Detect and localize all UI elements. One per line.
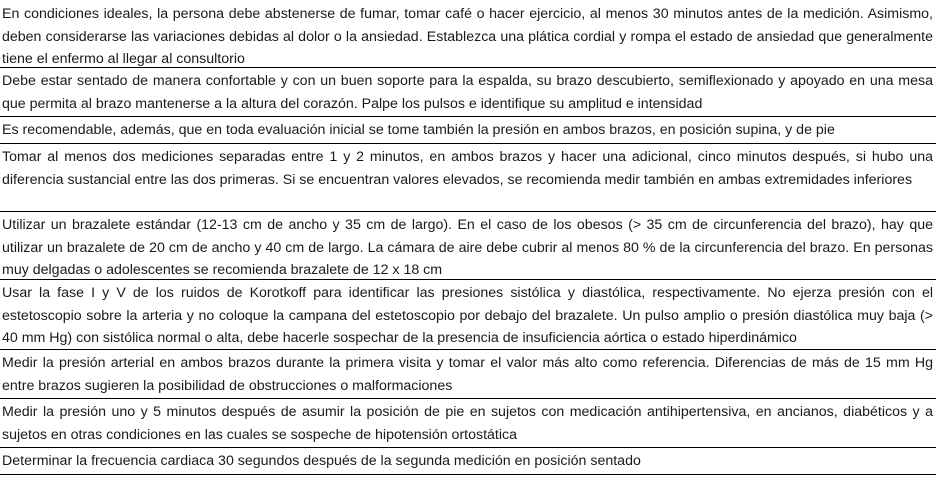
table-row: En condiciones ideales, la persona debe abstenerse de fumar, tomar café o hacer ejercicio, al menos 30 minutos antes de la medición. Asimismo, deben considerarse las variaciones debidas al dolor o la ansiedad. Establezca una plática cordial y rompa el estado de ansiedad que generalmente tiene el enfermo al llegar al consultorio — [0, 0, 936, 68]
table-row: Utilizar un brazalete estándar (12-13 cm de ancho y 35 cm de largo). En el caso de los obesos (> 35 cm de circunferencia del brazo), hay que utilizar un brazalete de 20 cm de ancho y 40 cm de largo. La cámara de aire debe cubrir al menos 80 % de la circunferencia del brazo. En personas muy delgadas o adolescentes se recomienda brazalete de 12 x 18 cm — [0, 212, 936, 280]
table-row: Medir la presión uno y 5 minutos después de asumir la posición de pie en sujetos con medicación antihipertensiva, en ancianos, diabéticos y a sujetos en otras condiciones en las cuales se sospeche de hipotensión ortostática — [0, 399, 936, 448]
table-row: Usar la fase I y V de los ruidos de Korotkoff para identificar las presiones sistólica y diastólica, respectivamente. No ejerza presión con el estetoscopio sobre la arteria y no coloque la campana del estetoscopio por debajo del brazalete. Un pulso amplio o presión diastólica muy baja (> 40 mm Hg) con sistólica normal o alta, debe hacerle sospechar de la presencia de insuficiencia aórtica o estado hiperdinámico — [0, 280, 936, 350]
table-row: Medir la presión arterial en ambos brazos durante la primera visita y tomar el valor más alto como referencia. Diferencias de más de 15 mm Hg entre brazos sugieren la posibilidad de obstrucciones o malformaciones — [0, 350, 936, 399]
table-row: Debe estar sentado de manera confortable y con un buen soporte para la espalda, su brazo descubierto, semiflexionado y apoyado en una mesa que permita al brazo mantenerse a la altura del corazón. Palpe los pulsos e identifique su amplitud e intensidad — [0, 68, 936, 117]
table-row: Tomar al menos dos mediciones separadas entre 1 y 2 minutos, en ambos brazos y hacer una adicional, cinco minutos después, si hubo una diferencia sustancial entre las dos primeras. Si se encuentran valores elevados, se recomienda medir también en ambas extremidades inferiores — [0, 144, 936, 212]
table-row: Determinar la frecuencia cardiaca 30 segundos después de la segunda medición en posición sentado — [0, 448, 936, 475]
table-row: Es recomendable, además, que en toda evaluación inicial se tome también la presión en ambos brazos, en posición supina, y de pie — [0, 117, 936, 144]
